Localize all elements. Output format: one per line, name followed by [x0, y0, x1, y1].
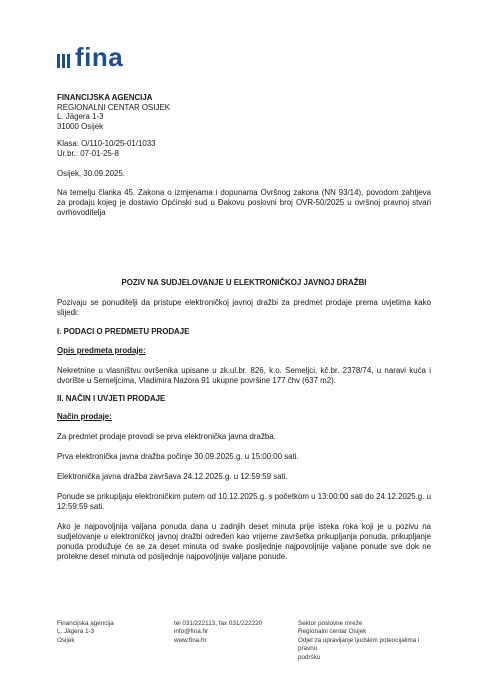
sender-name: FINANCIJSKA AGENCIJA	[57, 93, 153, 102]
footer-line: Odjel za upravljanje ljudskim potencijalima i pravnu	[298, 636, 420, 653]
section2-p5: Ako je najpovoljnija valjana ponuda dana u zadnjih deset minuta prije isteka roka koji je u pozivu na sudjelovanje u elektroničkoj javnoj dražbi određen kao vrijeme završetka prikupljanja ponuda, prikupljanje ponuda produžuje će se za deset minuta od svake posljednje najpovoljnije valjane ponude sve dok ne protekne deset minuta od posljednje najpovoljnije valjane ponude.	[57, 521, 431, 561]
section1-subheading: Opis predmeta prodaje:	[57, 345, 146, 355]
footer-line: tel 031/222113, fax 031/222220	[174, 620, 263, 627]
footer-line: Osijek	[57, 636, 75, 644]
footer-line: Financijska agencija	[57, 620, 114, 627]
document-date: Osijek, 30.09.2025.	[57, 168, 125, 178]
section2-p1: Za predmet prodaje provodi se prva elektronička javna dražba.	[57, 431, 276, 441]
section2-p4: Ponude se prikupljaju elektroničkim putem od 10.12.2025.g. s početkom u 13:00:00 sati do 24.12.2025.g. u 12:59:59 sati.	[57, 491, 431, 511]
section1-text: Nekretnine u vlasništvu ovršenika upisane u zk.ul.br. 826, k.o. Semeljci, kč.br. 2378/74, u naravi kuća i dvorište u Semeljcima, Vladimira Nazora 91 ukupne površine 177 čhv (637 m2).	[57, 365, 431, 385]
footer-col-department	[298, 620, 431, 662]
section2-heading: II. NAČIN I UVJETI PRODAJE	[57, 393, 166, 403]
footer-line: podršku	[298, 653, 321, 661]
logo-text: fina	[75, 42, 124, 72]
document-body	[57, 93, 431, 562]
ref-urbr: Ur.br.: 07-01-25-8	[57, 148, 119, 158]
page-footer	[57, 620, 431, 662]
intro-paragraph: Na temelju članka 45. Zakona o izmjenama i dopunama Ovršnog zakona (NN 93/14), povodom zahtjeva za prodaju kojeg je dostavio Općinski sud u Đakovu poslovni broj OVR-50/2025 u ovršnoj pravnoj stvari ovrhovoditelja	[57, 187, 431, 217]
footer-line: Sektor poslovne mreže	[298, 620, 363, 627]
sender-unit: REGIONALNI CENTAR OSIJEK	[57, 102, 170, 112]
section2-subheading: Način prodaje:	[57, 411, 112, 421]
section2-p3: Elektronička javna dražba završava 24.12.2025.g. u 12:59:59 sati.	[57, 471, 288, 481]
footer-col-address	[57, 620, 174, 662]
section1-heading: I. PODACI O PREDMETU PRODAJE	[57, 326, 190, 336]
footer-line: L. Jägera 1-3	[57, 628, 95, 636]
document-title: POZIV NA SUDJELOVANJE U ELEKTRONIČKOJ JAVNOJ DRAŽBI	[121, 277, 367, 287]
footer-email: info@fina.hr	[174, 628, 209, 636]
ref-klasa: Klasa: O/110-10/25-01/1033	[57, 139, 156, 149]
footer-line: Regionalni centar Osijek	[298, 628, 367, 636]
sender-city: 31000 Osijek	[57, 121, 104, 131]
invite-paragraph: Pozivaju se ponuditelji da pristupe elektroničkoj javnoj dražbi za predmet prodaje prema uvjetima kako slijedi:	[57, 297, 431, 317]
footer-website: www.fina.hr	[174, 636, 207, 644]
sender-street: L. Jägera 1-3	[57, 112, 104, 122]
footer-col-contact	[174, 620, 298, 662]
logo-bars-icon	[57, 54, 70, 68]
sender-address	[57, 93, 431, 131]
section2-p2: Prva elektronička javna dražba počinje 30.09.2025.g. u 15:00:00 sati.	[57, 451, 299, 461]
fina-logo	[57, 44, 123, 70]
